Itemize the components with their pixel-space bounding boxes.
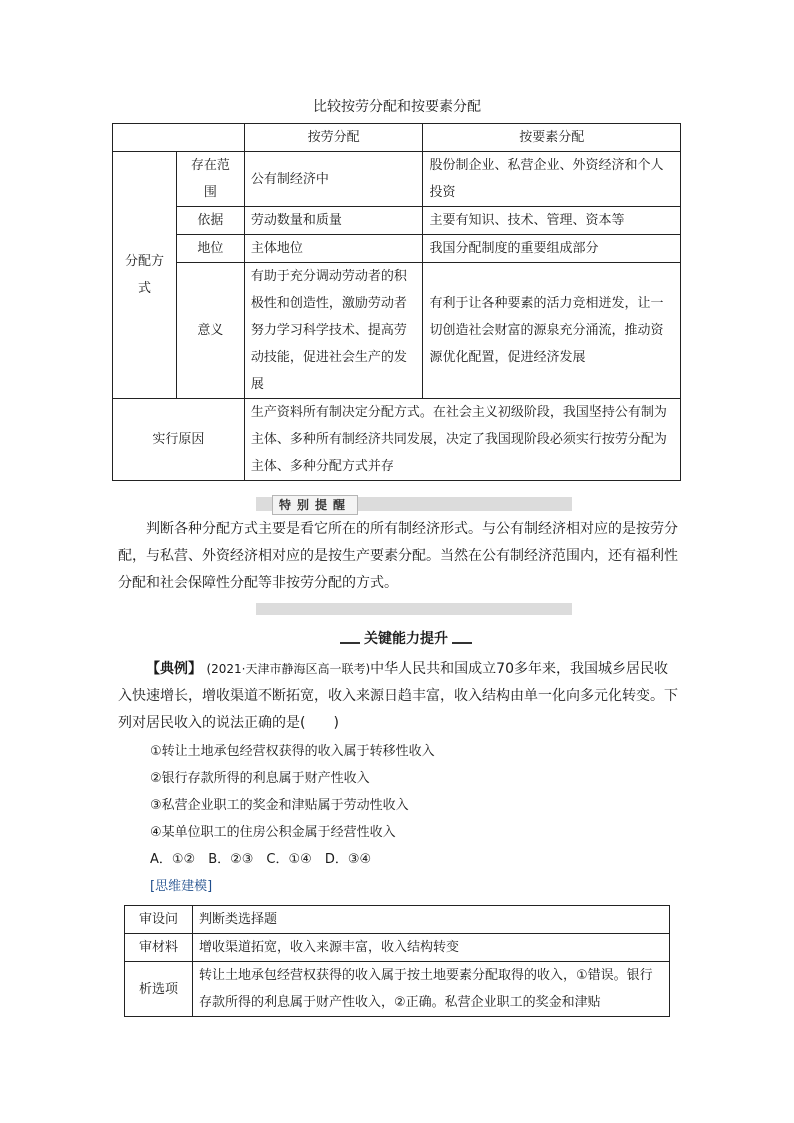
header-factor: 按要素分配 [423,124,681,152]
table-row [113,152,681,207]
row-label: 意义 [176,263,244,399]
example-question [118,656,678,737]
statement-item: ②银行存款所得的利息属于财产性收入 [150,771,370,786]
labor-cell: 公有制经济中 [244,152,423,207]
statement-item: ①转让土地承包经营权获得的收入属于转移性收入 [150,744,435,759]
statement-item: ③私营企业职工的奖金和津贴属于劳动性收入 [150,798,409,813]
model-text: 判断类选择题 [193,906,670,934]
example-question-text: 中华人民共和国成立70多年来，我国城乡居民收入快速增长，增收渠道不断拓宽，收入来源日趋丰富，收入结构由单一化向多元化转变。下列对居民收入的说法正确的是( ) [118,661,678,731]
reason-cell: 生产资料所有制决定分配方式。在社会主义初级阶段，我国坚持公有制为主体、多种所有制经济共同发展，决定了我国现阶段必须实行按劳分配为主体、多种分配方式并存 [244,399,680,481]
factor-cell: 我国分配制度的重要组成部分 [423,235,681,263]
reason-label: 实行原因 [113,399,245,481]
model-label: 审设问 [125,906,193,934]
model-text: 转让土地承包经营权获得的收入属于按土地要素分配取得的收入，①错误。银行存款所得的利息属于财产性收入，②正确。私营企业职工的奖金和津贴 [193,962,670,1017]
factor-cell: 有利于让各种要素的活力竞相迸发，让一切创造社会财富的源泉充分涌流，推动资源优化配置，促进经济发展 [423,263,681,399]
section-heading-text: 关键能力提升 [360,631,452,647]
model-heading: [思维建模] [150,879,213,894]
tip-banner [256,497,572,511]
table-row [125,906,670,934]
tip-text: 判断各种分配方式主要是看它所在的所有制经济形式。与公有制经济相对应的是按劳分配，与私营、外资经济相对应的是按生产要素分配。当然在公有制经济范围内，还有福利性分配和社会保障性分配等非按劳分配的方式。 [118,521,678,591]
model-label: 析选项 [125,962,193,1017]
table-row [113,263,681,399]
statement-item: ④某单位职工的住房公积金属于经营性收入 [150,825,396,840]
row-label: 地位 [176,235,244,263]
table-row [125,962,670,1017]
model-text: 增收渠道拓宽，收入来源丰富，收入结构转变 [193,934,670,962]
table-title: 比较按劳分配和按要素分配 [313,99,481,115]
tip-label: 特别提醒 [272,495,358,515]
tip-end-bar [256,603,572,615]
row-label: 存在范围 [176,152,244,207]
table-row [113,235,681,263]
row-label: 依据 [176,207,244,235]
table-row [113,207,681,235]
factor-cell: 主要有知识、技术、管理、资本等 [423,207,681,235]
table-row [113,399,681,481]
comparison-table [112,123,681,481]
labor-cell: 有助于充分调动劳动者的积极性和创造性，激励劳动者努力学习科学技术、提高劳动技能，促进社会生产的发展 [244,263,423,399]
section-heading [340,629,472,649]
example-source: (2021·天津市静海区高一联考) [206,662,371,676]
group-label: 分配方式 [113,152,177,399]
header-labor: 按劳分配 [244,124,423,152]
factor-cell: 股份制企业、私营企业、外资经济和个人投资 [423,152,681,207]
labor-cell: 劳动数量和质量 [244,207,423,235]
answer-options: A．①② B．②③ C．①④ D．③④ [150,852,372,867]
labor-cell: 主体地位 [244,235,423,263]
model-label: 审材料 [125,934,193,962]
table-row [125,934,670,962]
header-blank [113,124,245,152]
example-tag: 【典例】 [146,661,202,677]
table-header-row [113,124,681,152]
model-table [124,905,670,1017]
